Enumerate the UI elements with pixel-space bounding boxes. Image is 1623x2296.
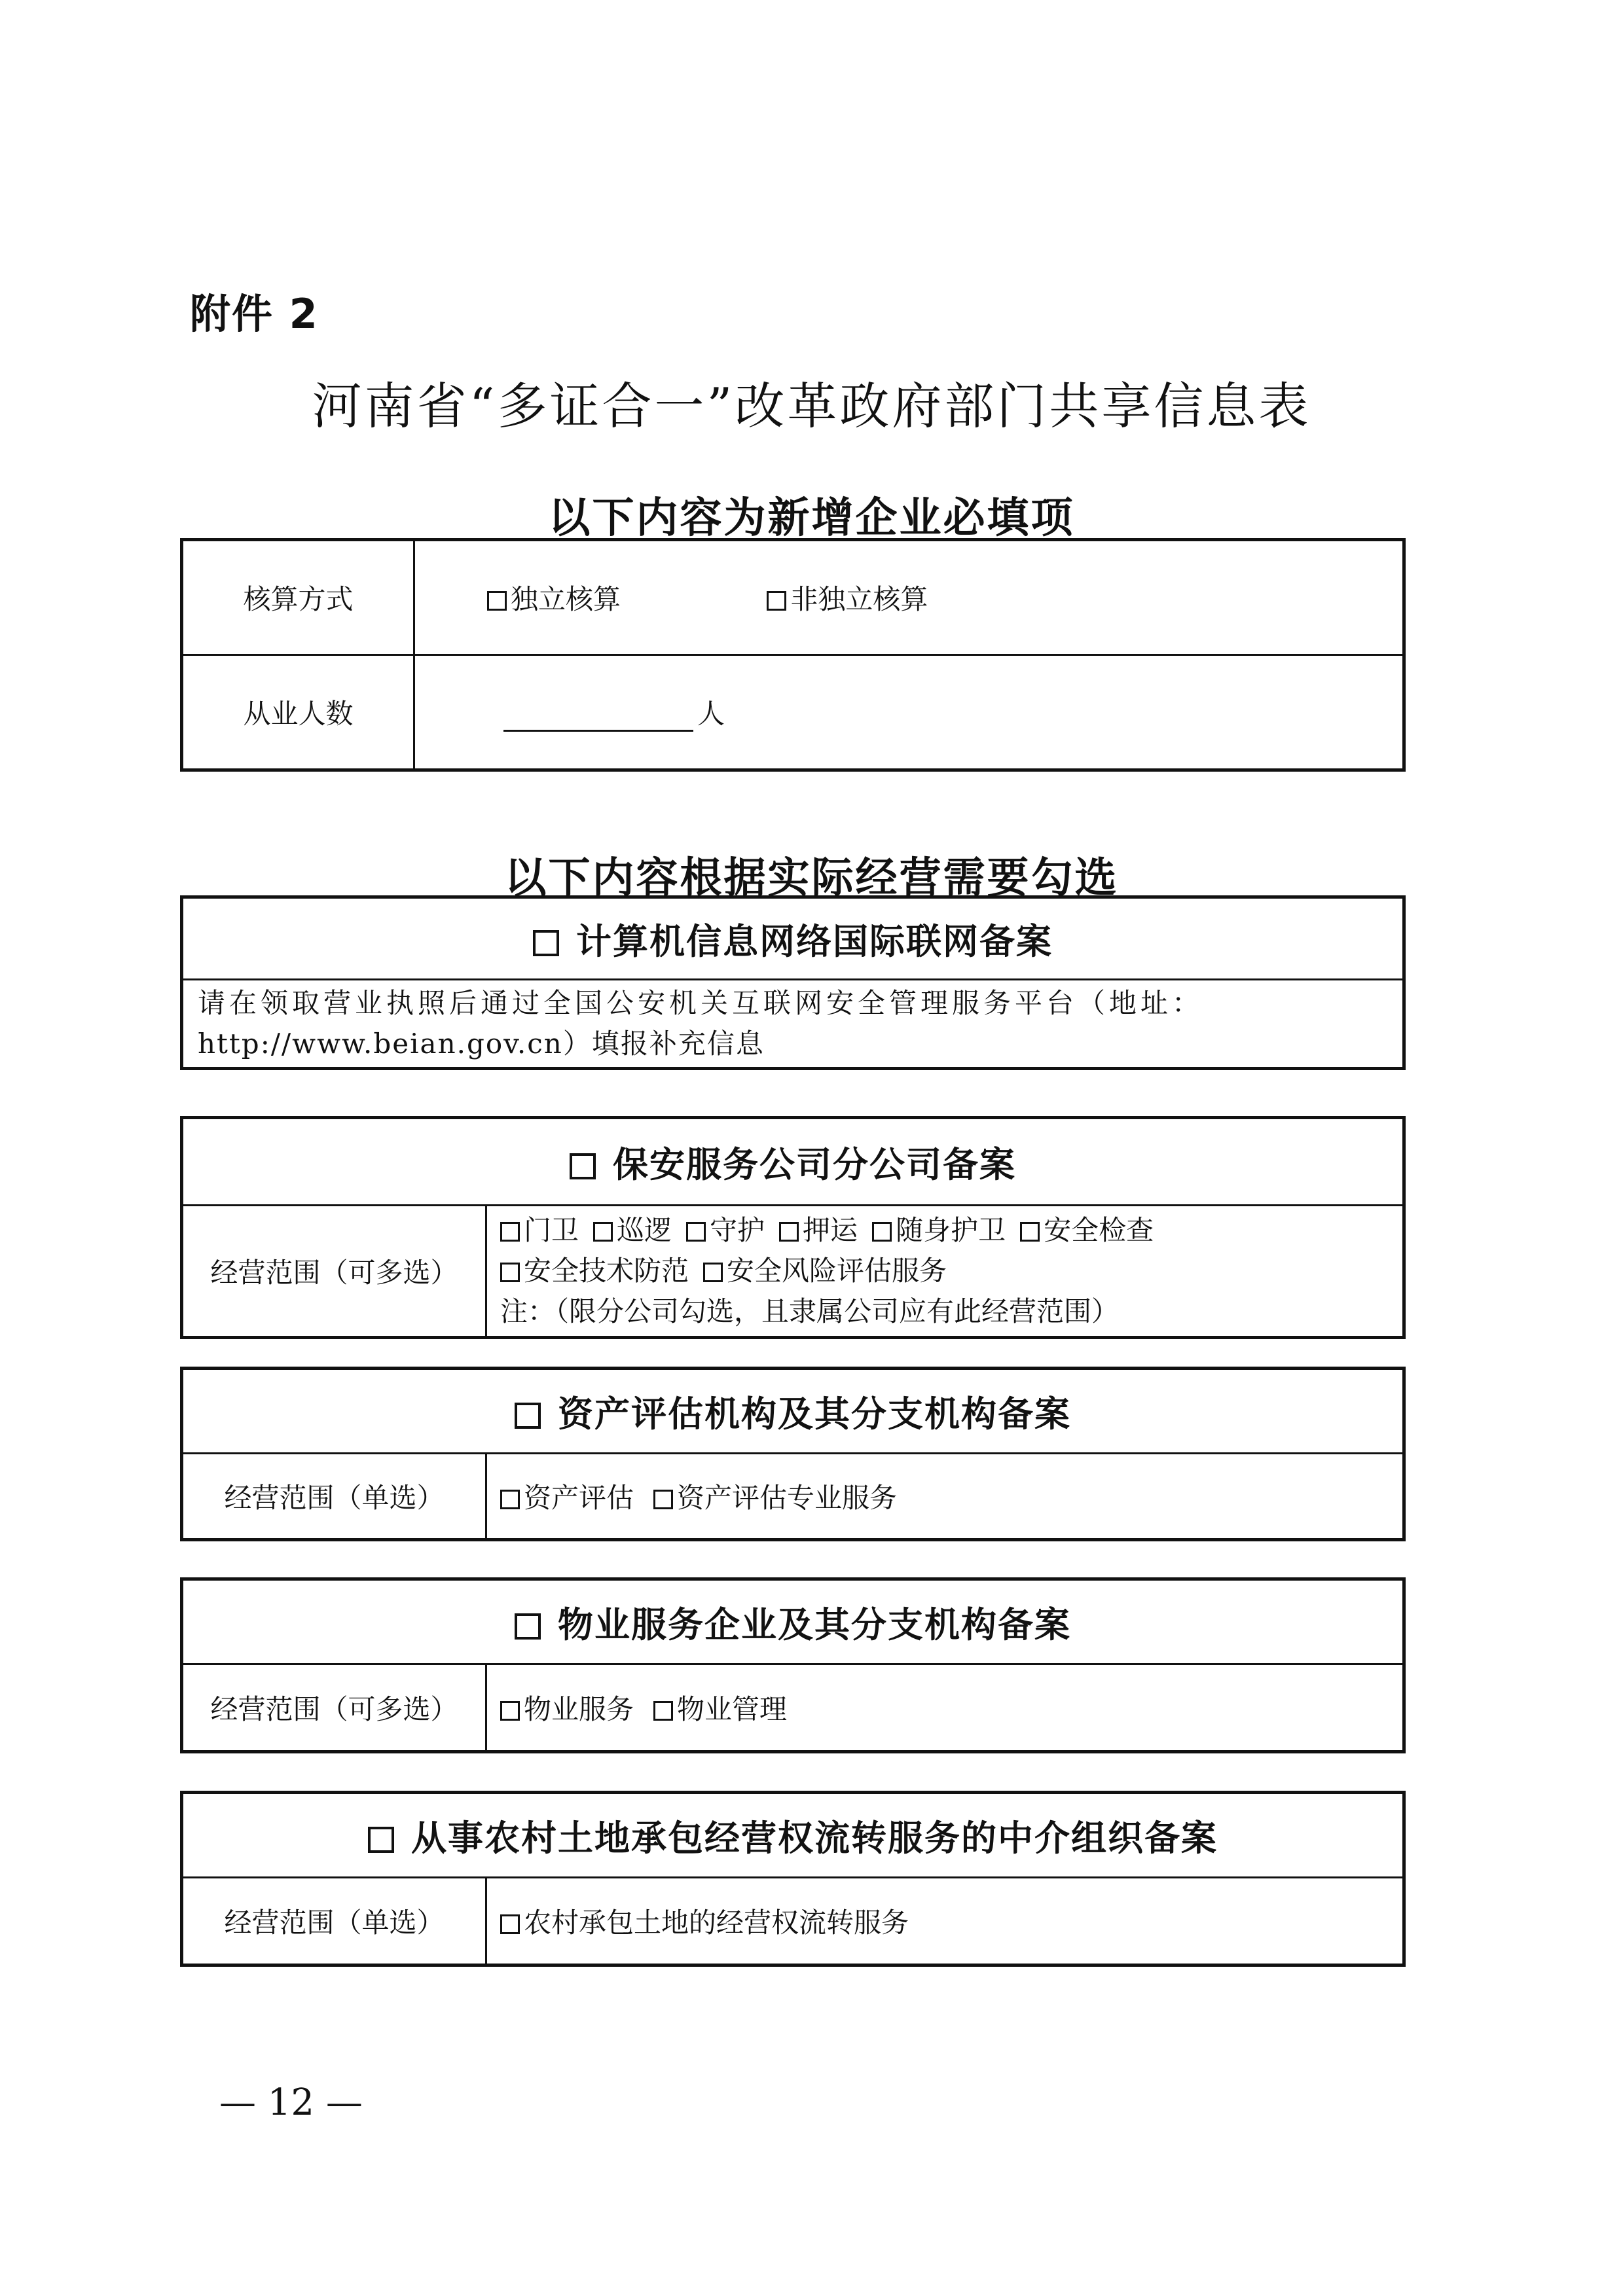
internet-filing-header-row — [182, 897, 1404, 980]
employees-unit: 人 — [697, 698, 725, 730]
attachment-label: 附件 2 — [190, 290, 319, 338]
internet-filing-note-line2: http://www.beian.gov.cn）填报补充信息 — [198, 1028, 765, 1060]
internet-filing-table — [180, 895, 1406, 1070]
accounting-options — [414, 540, 1404, 655]
security-filing-header-row — [182, 1118, 1404, 1206]
land-scope-label: 经营范围（单选） — [182, 1878, 486, 1965]
page-number: — 12 — — [219, 2081, 363, 2124]
land-scope-options — [486, 1878, 1404, 1965]
asset-filing-title: 资产评估机构及其分支机构备案 — [558, 1393, 1071, 1435]
checkbox-icon[interactable] — [1020, 1222, 1040, 1242]
security-scope-options — [486, 1206, 1404, 1338]
internet-filing-note — [182, 980, 1404, 1069]
property-scope-row — [182, 1664, 1404, 1752]
asset-filing-checkbox[interactable] — [515, 1403, 541, 1429]
checkbox-icon[interactable] — [779, 1222, 799, 1242]
required-info-table — [180, 538, 1406, 772]
security-note: 注：（限分公司勾选，且隶属公司应有此经营范围） — [500, 1295, 1120, 1327]
option-non-independent-accounting[interactable]: 非独立核算 — [767, 578, 928, 617]
option-property-management[interactable]: 物业管理 — [653, 1688, 787, 1727]
internet-filing-title-cell — [182, 897, 1404, 980]
internet-filing-title: 计算机信息网络国际联网备案 — [576, 920, 1053, 962]
checkbox-icon[interactable] — [500, 1263, 520, 1282]
property-scope-options — [486, 1664, 1404, 1752]
security-options-line2 — [500, 1251, 1389, 1291]
option-property-service[interactable]: 物业服务 — [500, 1688, 634, 1727]
option-asset-valuation-service[interactable]: 资产评估专业服务 — [653, 1477, 897, 1516]
land-scope-row — [182, 1878, 1404, 1965]
option-bodyguard[interactable]: 随身护卫 — [872, 1210, 1006, 1251]
checkbox-icon[interactable] — [500, 1222, 520, 1242]
security-scope-row — [182, 1206, 1404, 1338]
security-filing-table — [180, 1116, 1406, 1339]
employees-field — [414, 655, 1404, 770]
property-filing-checkbox[interactable] — [515, 1613, 541, 1640]
checkbox-icon[interactable] — [703, 1263, 723, 1282]
option-asset-valuation[interactable]: 资产评估 — [500, 1477, 634, 1516]
internet-filing-note-line1: 请在领取营业执照后通过全国公安机关互联网安全管理服务平台（地址： — [198, 987, 1204, 1019]
option-security-inspection[interactable]: 安全检查 — [1020, 1210, 1154, 1251]
property-scope-label: 经营范围（可多选） — [182, 1664, 486, 1752]
option-patrol[interactable]: 巡逻 — [593, 1210, 672, 1251]
optional-section-heading: 以下内容根据实际经营需要勾选 — [504, 853, 1119, 903]
asset-filing-title-cell — [182, 1369, 1404, 1454]
checkbox-icon[interactable] — [593, 1222, 613, 1242]
property-filing-title: 物业服务企业及其分支机构备案 — [558, 1604, 1071, 1645]
checkbox-icon[interactable] — [500, 1914, 520, 1934]
asset-filing-table — [180, 1367, 1406, 1541]
checkbox-icon[interactable] — [767, 591, 786, 611]
option-escort[interactable]: 押运 — [779, 1210, 858, 1251]
property-filing-table — [180, 1577, 1406, 1753]
employees-label: 从业人数 — [182, 655, 414, 770]
required-section-heading: 以下内容为新增企业必填项 — [548, 493, 1075, 543]
accounting-row — [182, 540, 1404, 655]
land-filing-header-row — [182, 1793, 1404, 1878]
checkbox-icon[interactable] — [500, 1701, 520, 1721]
option-land-transfer-service[interactable]: 农村承包土地的经营权流转服务 — [500, 1901, 909, 1941]
option-gatekeeping[interactable]: 门卫 — [500, 1210, 579, 1251]
security-scope-label: 经营范围（可多选） — [182, 1206, 486, 1338]
security-filing-title: 保安服务公司分公司备案 — [613, 1143, 1016, 1185]
document-title: 河南省“多证合一”改革政府部门共享信息表 — [312, 377, 1311, 435]
checkbox-icon[interactable] — [872, 1222, 892, 1242]
checkbox-icon[interactable] — [487, 591, 507, 611]
land-filing-title-cell — [182, 1793, 1404, 1878]
security-filing-title-cell — [182, 1118, 1404, 1206]
asset-scope-row — [182, 1454, 1404, 1540]
property-filing-header-row — [182, 1579, 1404, 1664]
land-filing-title: 从事农村土地承包经营权流转服务的中介组织备案 — [411, 1817, 1218, 1859]
accounting-label: 核算方式 — [182, 540, 414, 655]
land-filing-table — [180, 1791, 1406, 1967]
option-guarding[interactable]: 守护 — [686, 1210, 765, 1251]
employees-row — [182, 655, 1404, 770]
security-filing-checkbox[interactable] — [570, 1153, 596, 1179]
checkbox-icon[interactable] — [653, 1490, 673, 1509]
internet-filing-note-row — [182, 980, 1404, 1069]
option-independent-accounting[interactable]: 独立核算 — [487, 578, 621, 617]
internet-filing-checkbox[interactable] — [533, 930, 559, 956]
asset-scope-options — [486, 1454, 1404, 1540]
checkbox-icon[interactable] — [653, 1701, 673, 1721]
asset-filing-header-row — [182, 1369, 1404, 1454]
employees-input[interactable] — [503, 702, 693, 732]
option-risk-assessment[interactable]: 安全风险评估服务 — [703, 1251, 947, 1291]
asset-scope-label: 经营范围（单选） — [182, 1454, 486, 1540]
property-filing-title-cell — [182, 1579, 1404, 1664]
checkbox-icon[interactable] — [500, 1490, 520, 1509]
option-security-tech[interactable]: 安全技术防范 — [500, 1251, 689, 1291]
checkbox-icon[interactable] — [686, 1222, 706, 1242]
land-filing-checkbox[interactable] — [368, 1827, 394, 1853]
security-options-line1 — [500, 1210, 1389, 1251]
